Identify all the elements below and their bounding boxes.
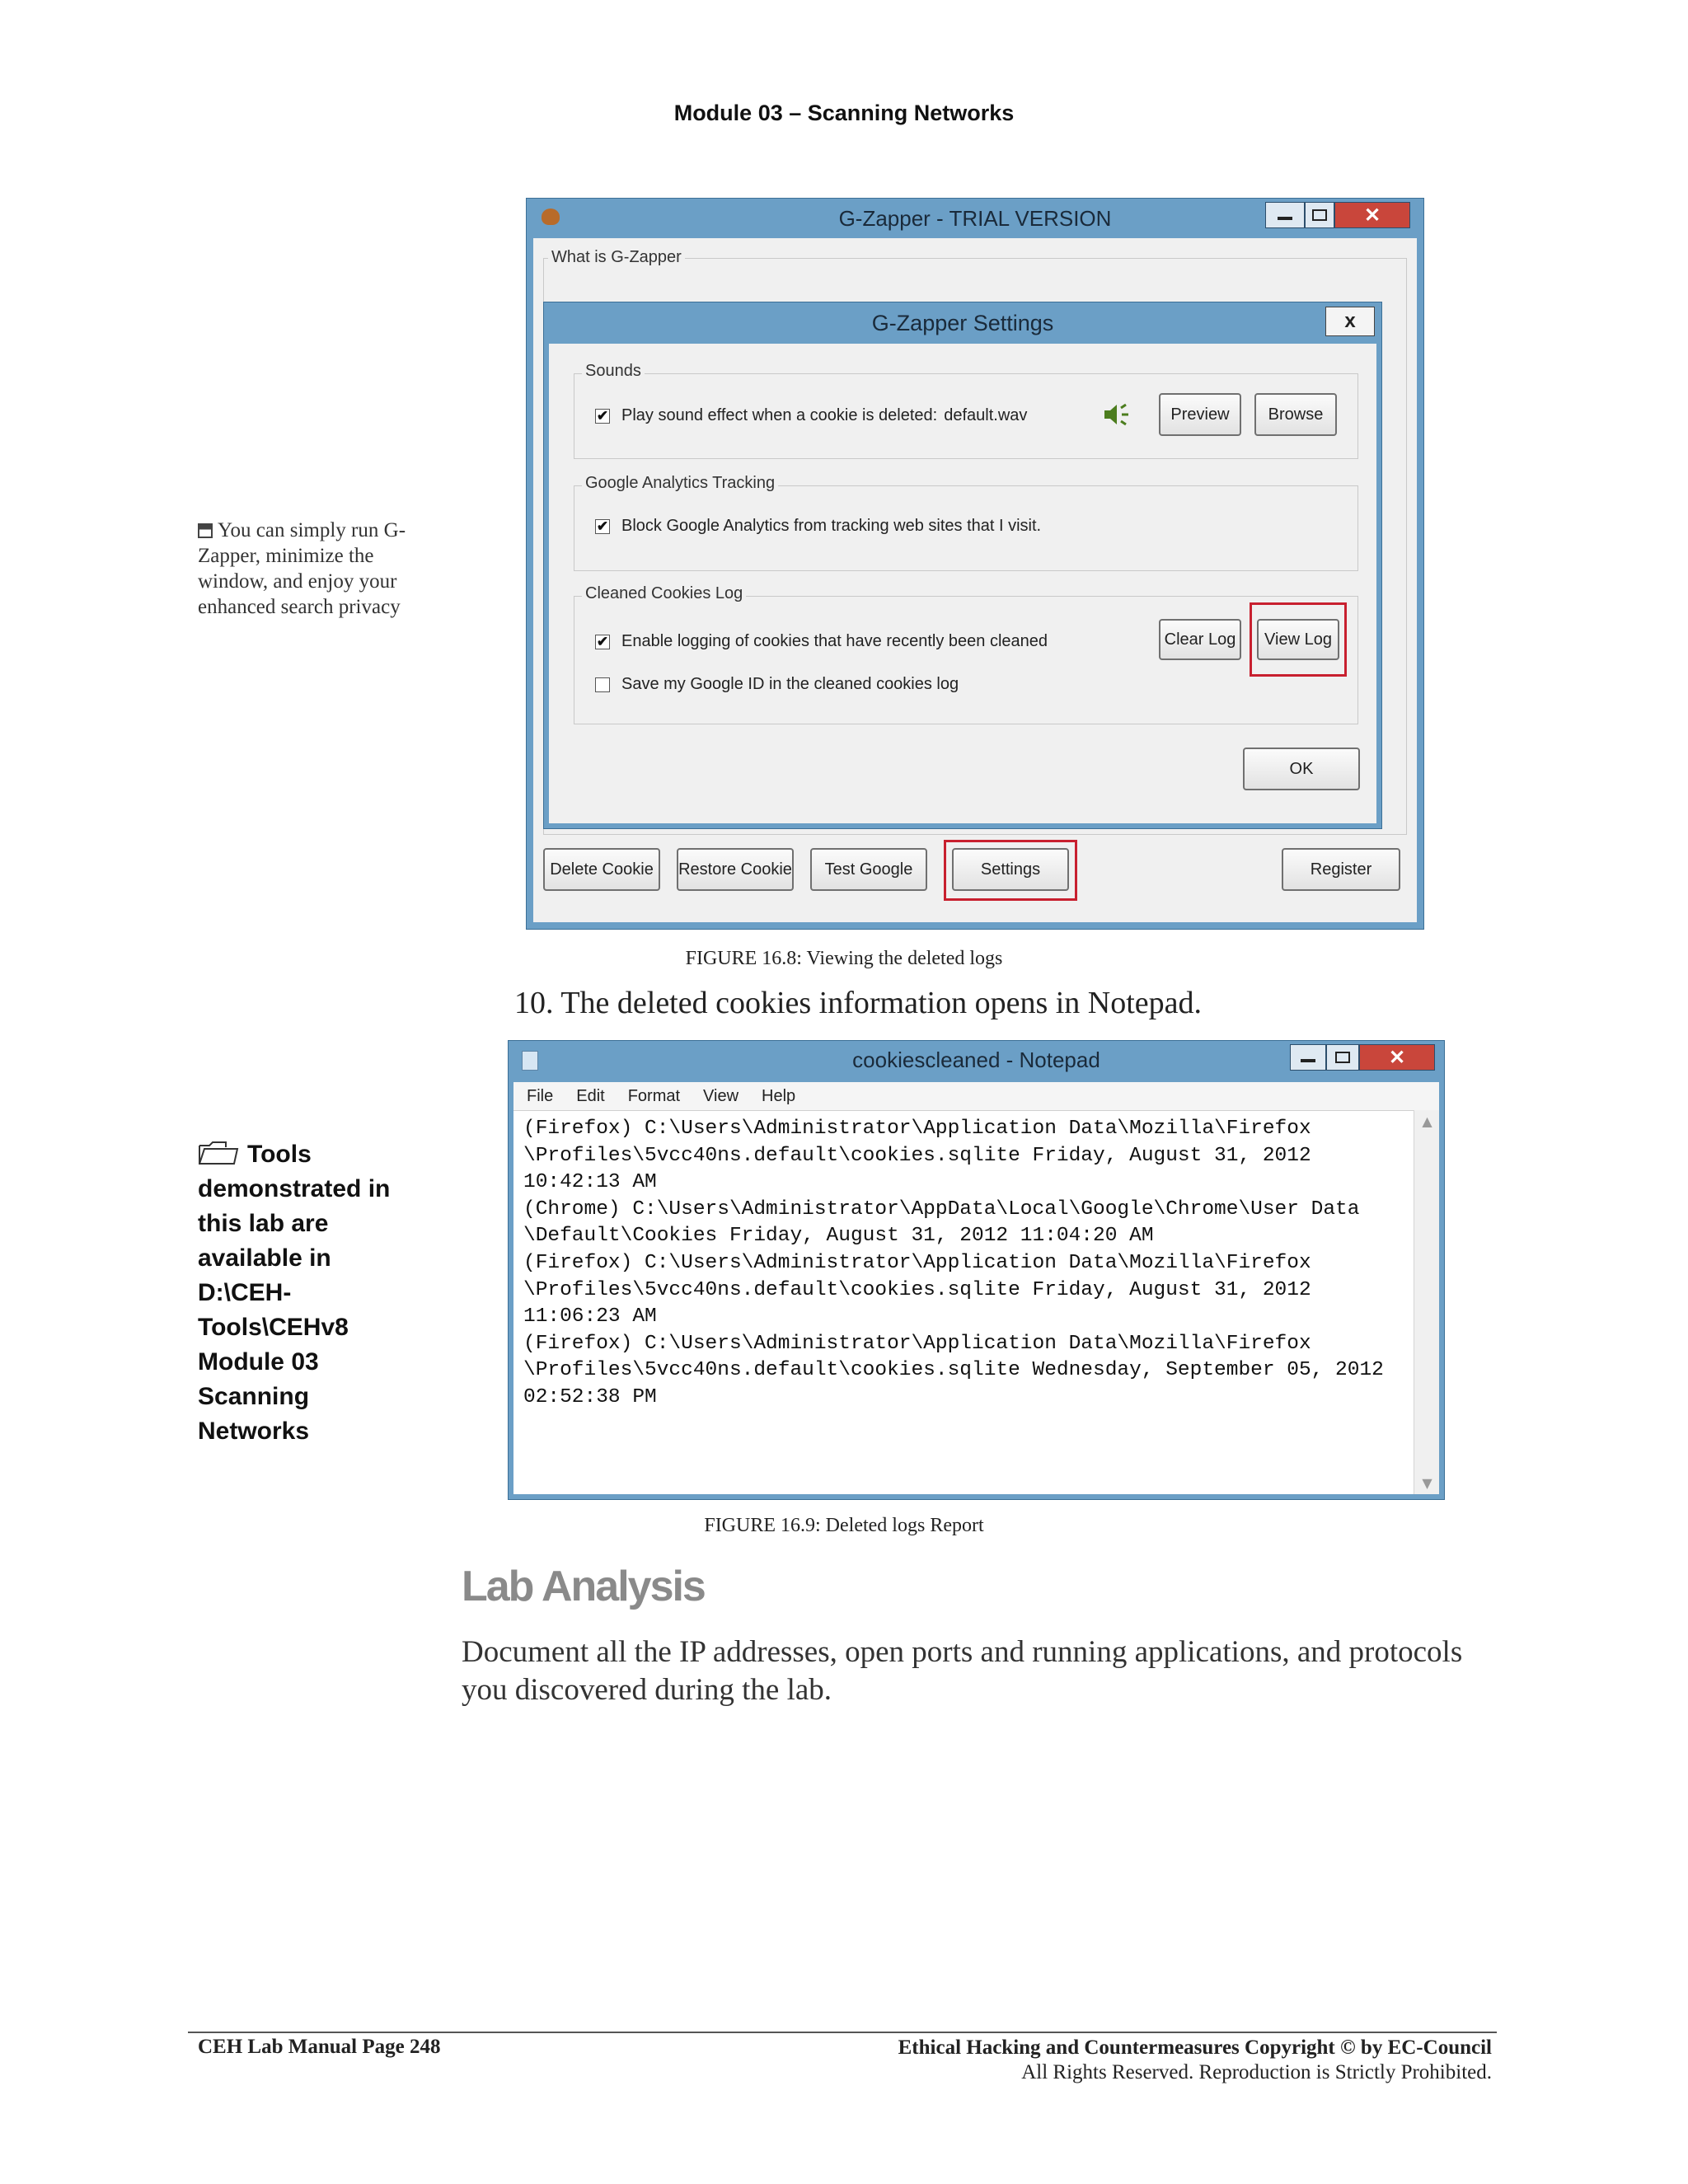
- block-analytics-checkbox[interactable]: ✔: [596, 518, 609, 534]
- save-google-id-label: Save my Google ID in the cleaned cookies log: [621, 675, 959, 693]
- close-button[interactable]: [1334, 202, 1410, 228]
- footer-copyright-line-2: All Rights Reserved. Reproduction is Strictly Prohibited.: [1021, 2061, 1492, 2083]
- ok-button[interactable]: OK: [1243, 748, 1360, 790]
- log-line: \Profiles\5vcc40ns.default\cookies.sqlite Friday, August 31, 2012: [523, 1278, 1311, 1301]
- scroll-up-icon[interactable]: ▲: [1422, 1113, 1432, 1129]
- cleaned-log-label: Cleaned Cookies Log: [582, 584, 746, 603]
- notepad-text-area[interactable]: [513, 1110, 1414, 1494]
- menu-view[interactable]: View: [703, 1086, 739, 1105]
- footer-divider: [188, 2032, 1497, 2033]
- delete-cookie-button[interactable]: Delete Cookie: [543, 848, 660, 891]
- log-line: (Firefox) C:\Users\Administrator\Application Data\Mozilla\Firefox: [523, 1118, 1311, 1140]
- menu-edit[interactable]: Edit: [576, 1086, 605, 1105]
- browse-button[interactable]: Browse: [1254, 393, 1337, 436]
- minimize-button[interactable]: [1265, 202, 1305, 228]
- restore-cookie-button[interactable]: Restore Cookie: [677, 848, 794, 891]
- settings-client: [549, 344, 1376, 823]
- save-google-id-row: [595, 675, 959, 694]
- speaker-icon[interactable]: [1101, 400, 1131, 429]
- log-line: (Chrome) C:\Users\Administrator\AppData\Local\Google\Chrome\User Data: [523, 1197, 1360, 1221]
- block-analytics-row: [595, 517, 1041, 536]
- log-line: \Default\Cookies Friday, August 31, 2012 11:04:20 AM: [523, 1225, 1154, 1248]
- notepad-maximize-button[interactable]: [1326, 1044, 1359, 1071]
- sidebar-note-text: You can simply run G-Zapper, minimize the window, and enjoy your enhanced search privacy: [198, 519, 406, 618]
- log-line: \Profiles\5vcc40ns.default\cookies.sqlite Friday, August 31, 2012: [523, 1144, 1311, 1167]
- maximize-button[interactable]: [1305, 202, 1334, 228]
- notepad-minimize-button[interactable]: [1290, 1044, 1326, 1071]
- tools-line-4: D:\CEH-: [198, 1279, 292, 1306]
- lab-analysis-title: Lab Analysis: [462, 1563, 705, 1610]
- view-log-button[interactable]: View Log: [1257, 619, 1339, 660]
- footer-page-label: CEH Lab Manual Page 248: [198, 2036, 441, 2058]
- menu-format[interactable]: Format: [627, 1086, 681, 1105]
- notepad-title: cookiescleaned - Notepad: [852, 1047, 1100, 1072]
- close-icon: ✕: [1363, 204, 1381, 227]
- sound-file-name: default.wav: [944, 406, 1028, 424]
- log-line: 11:06:23 AM: [523, 1305, 657, 1329]
- notepad-close-button[interactable]: [1359, 1044, 1435, 1071]
- enable-logging-checkbox[interactable]: ✔: [596, 634, 609, 649]
- cleaned-log-group: [574, 596, 1358, 724]
- play-sound-row: [595, 406, 1027, 425]
- sounds-label: Sounds: [582, 362, 645, 381]
- tools-line-8: Networks: [198, 1418, 310, 1445]
- register-button[interactable]: Register: [1282, 848, 1400, 891]
- minimize-icon: [1301, 1059, 1315, 1062]
- tools-line-6: Module 03: [198, 1348, 319, 1376]
- enable-logging-row: [595, 632, 1048, 651]
- notepad-menubar: [513, 1082, 1439, 1110]
- step-10-text: 10. The deleted cookies information opens in Notepad.: [514, 986, 1203, 1020]
- close-icon: ✕: [1388, 1046, 1406, 1069]
- analytics-label: Google Analytics Tracking: [582, 474, 778, 493]
- scroll-down-icon[interactable]: ▼: [1422, 1475, 1432, 1491]
- note-icon: [198, 523, 213, 538]
- notepad-scrollbar[interactable]: [1414, 1110, 1439, 1494]
- log-line: (Firefox) C:\Users\Administrator\Application Data\Mozilla\Firefox: [523, 1332, 1311, 1355]
- module-title: Module 03 – Scanning Networks: [673, 101, 1015, 125]
- footer-copyright: [898, 2036, 1492, 2085]
- log-line: (Firefox) C:\Users\Administrator\Application Data\Mozilla\Firefox: [523, 1251, 1311, 1274]
- save-google-id-checkbox[interactable]: [595, 677, 610, 692]
- preview-button[interactable]: Preview: [1159, 393, 1241, 436]
- close-icon: x: [1344, 310, 1356, 332]
- figure-caption-2: FIGURE 16.9: Deleted logs Report: [704, 1515, 984, 1536]
- maximize-icon: [1335, 1052, 1350, 1063]
- tools-line-1: demonstrated in: [198, 1175, 391, 1202]
- enable-logging-label: Enable logging of cookies that have recently been cleaned: [621, 632, 1048, 650]
- lab-analysis-body: Document all the IP addresses, open ports and running applications, and protocols you discovered during the lab.: [462, 1635, 1463, 1707]
- tools-line-5: Tools\CEHv8: [198, 1314, 349, 1341]
- log-line: 02:52:38 PM: [523, 1385, 657, 1408]
- play-sound-label: Play sound effect when a cookie is deleted:: [621, 406, 938, 424]
- settings-button[interactable]: Settings: [952, 848, 1069, 891]
- folder-icon: [198, 1141, 239, 1165]
- figure-caption-1: FIGURE 16.8: Viewing the deleted logs: [685, 948, 1003, 969]
- menu-file[interactable]: File: [527, 1086, 554, 1105]
- clear-log-button[interactable]: Clear Log: [1159, 619, 1241, 660]
- test-google-button[interactable]: Test Google: [810, 848, 927, 891]
- settings-dialog-title: G-Zapper Settings: [871, 311, 1054, 335]
- tools-line-7: Scanning: [198, 1383, 310, 1410]
- gzapper-window-title: G-Zapper - TRIAL VERSION: [838, 206, 1112, 231]
- gzapper-titlebar[interactable]: [527, 199, 1423, 238]
- sidebar-tools: [198, 1137, 445, 1449]
- play-sound-checkbox[interactable]: ✔: [596, 408, 609, 424]
- tools-line-0: Tools: [247, 1141, 312, 1168]
- notepad-window: [508, 1040, 1445, 1500]
- tools-line-2: this lab are: [198, 1210, 329, 1237]
- minimize-icon: [1278, 217, 1292, 220]
- log-line: 10:42:13 AM: [523, 1171, 657, 1194]
- sidebar-note: [198, 518, 429, 620]
- what-is-gzapper-label: What is G-Zapper: [548, 248, 685, 267]
- menu-help[interactable]: Help: [762, 1086, 796, 1105]
- gzapper-window: [526, 198, 1424, 930]
- block-analytics-label: Block Google Analytics from tracking web sites that I visit.: [621, 517, 1042, 535]
- settings-dialog: [543, 302, 1382, 829]
- log-line: \Profiles\5vcc40ns.default\cookies.sqlite Wednesday, September 05, 2012: [523, 1359, 1384, 1382]
- tools-line-3: available in: [198, 1244, 331, 1272]
- settings-close-button[interactable]: [1325, 307, 1375, 336]
- maximize-icon: [1312, 209, 1327, 221]
- footer-copyright-line-1: Ethical Hacking and Countermeasures Copyright © by EC-Council: [898, 2036, 1492, 2059]
